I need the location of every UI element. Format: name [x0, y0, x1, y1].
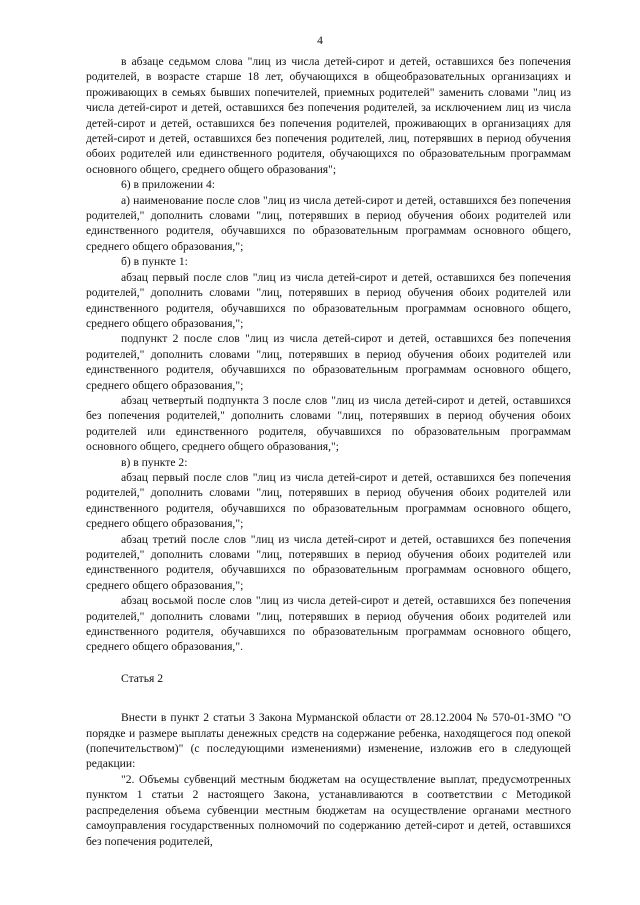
paragraph: абзац восьмой после слов "лиц из числа детей-сирот и детей, оставшихся без попечения родителей," дополнить словами "лиц, потерявших в период обучения обоих родителей или единственного родителя, обучавшихся по образовательным программам основного общего, среднего общего образования,".: [86, 594, 571, 654]
paragraph: 6) в приложении 4:: [121, 178, 215, 192]
document-body: [86, 54, 571, 849]
page-number: 4: [317, 34, 323, 47]
paragraph: абзац четвертый подпункта 3 после слов "лиц из числа детей-сирот и детей, оставшихся без попечения родителей," дополнить словами "лиц, потерявших в период обучения обоих родителей или единственного родителя, обучавшихся по образовательным программам основного общего, среднего общего образования,";: [86, 393, 571, 454]
paragraph: абзац третий после слов "лиц из числа детей-сирот и детей, оставшихся без попечения родителей," дополнить словами "лиц, потерявших в период обучения обоих родителей или единственного родителя, обучавшихся по образовательным программам основного общего, среднего общего образования,";: [86, 532, 571, 592]
paragraph: а) наименование после слов "лиц из числа детей-сирот и детей, оставшихся без попечения родителей," дополнить словами "лиц, потерявших в период обучения обоих родителей или единственного родителя, обучавшихся по образовательным программам основного общего, среднего общего образования,";: [86, 193, 571, 253]
paragraph: абзац первый после слов "лиц из числа детей-сирот и детей, оставшихся без попечения родителей," дополнить словами "лиц, потерявших в период обучения обоих родителей или единственного родителя, обучавшихся по образовательным программам основного общего, среднего общего образования,";: [86, 270, 571, 330]
paragraph: в абзаце седьмом слова "лиц из числа детей-сирот и детей, оставшихся без попечения родителей, в возрасте старше 18 лет, обучающихся в общеобразовательных организациях и проживающих в семьях бывших попечителей, приемных родителей" заменить словами "лиц из числа детей-сирот и детей, оставшихся без попечения родителей, за исключением лиц из числа детей-сирот и детей, оставшихся без попечения родителей, проживающих в организациях для детей-сирот и детей, оставшихся без попечения родителей, лиц, потерявших в период обучения обоих родителей или единственного родителя, обучающихся по образовательным программам основного общего, среднего общего образования";: [86, 55, 571, 176]
article-paragraph: "2. Объемы субвенций местным бюджетам на осуществление выплат, предусмотренных пунктом 1 статьи 2 настоящего Закона, устанавливаются в соответствии с Методикой распределения объема субвенции местным бюджетам на осуществление органами местного самоуправления государственных полномочий по содержанию детей-сирот и детей, оставшихся без попечения родителей,: [86, 772, 571, 848]
paragraph: абзац первый после слов "лиц из числа детей-сирот и детей, оставшихся без попечения родителей," дополнить словами "лиц, потерявших в период обучения обоих родителей или единственного родителя, обучавшихся по образовательным программам основного общего, среднего общего образования,";: [86, 470, 571, 531]
paragraph: подпункт 2 после слов "лиц из числа детей-сирот и детей, оставшихся без попечения родителей," дополнить словами "лиц, потерявших в период обучения обоих родителей или единственного родителя, обучавшихся по образовательным программам основного общего, среднего общего образования,";: [86, 332, 571, 392]
article-paragraph: Внести в пункт 2 статьи 3 Закона Мурманской области от 28.12.2004 № 570-01-ЗМО "О порядке и размере выплаты денежных средств на содержание ребенка, находящегося под опекой (попечительством)" (с последующими изменениями) изменение, изложив его в следующей редакции:: [86, 711, 571, 771]
article-heading: Статья 2: [121, 671, 164, 685]
paragraph: в) в пункте 2:: [121, 455, 188, 469]
paragraph: б) в пункте 1:: [121, 255, 188, 269]
